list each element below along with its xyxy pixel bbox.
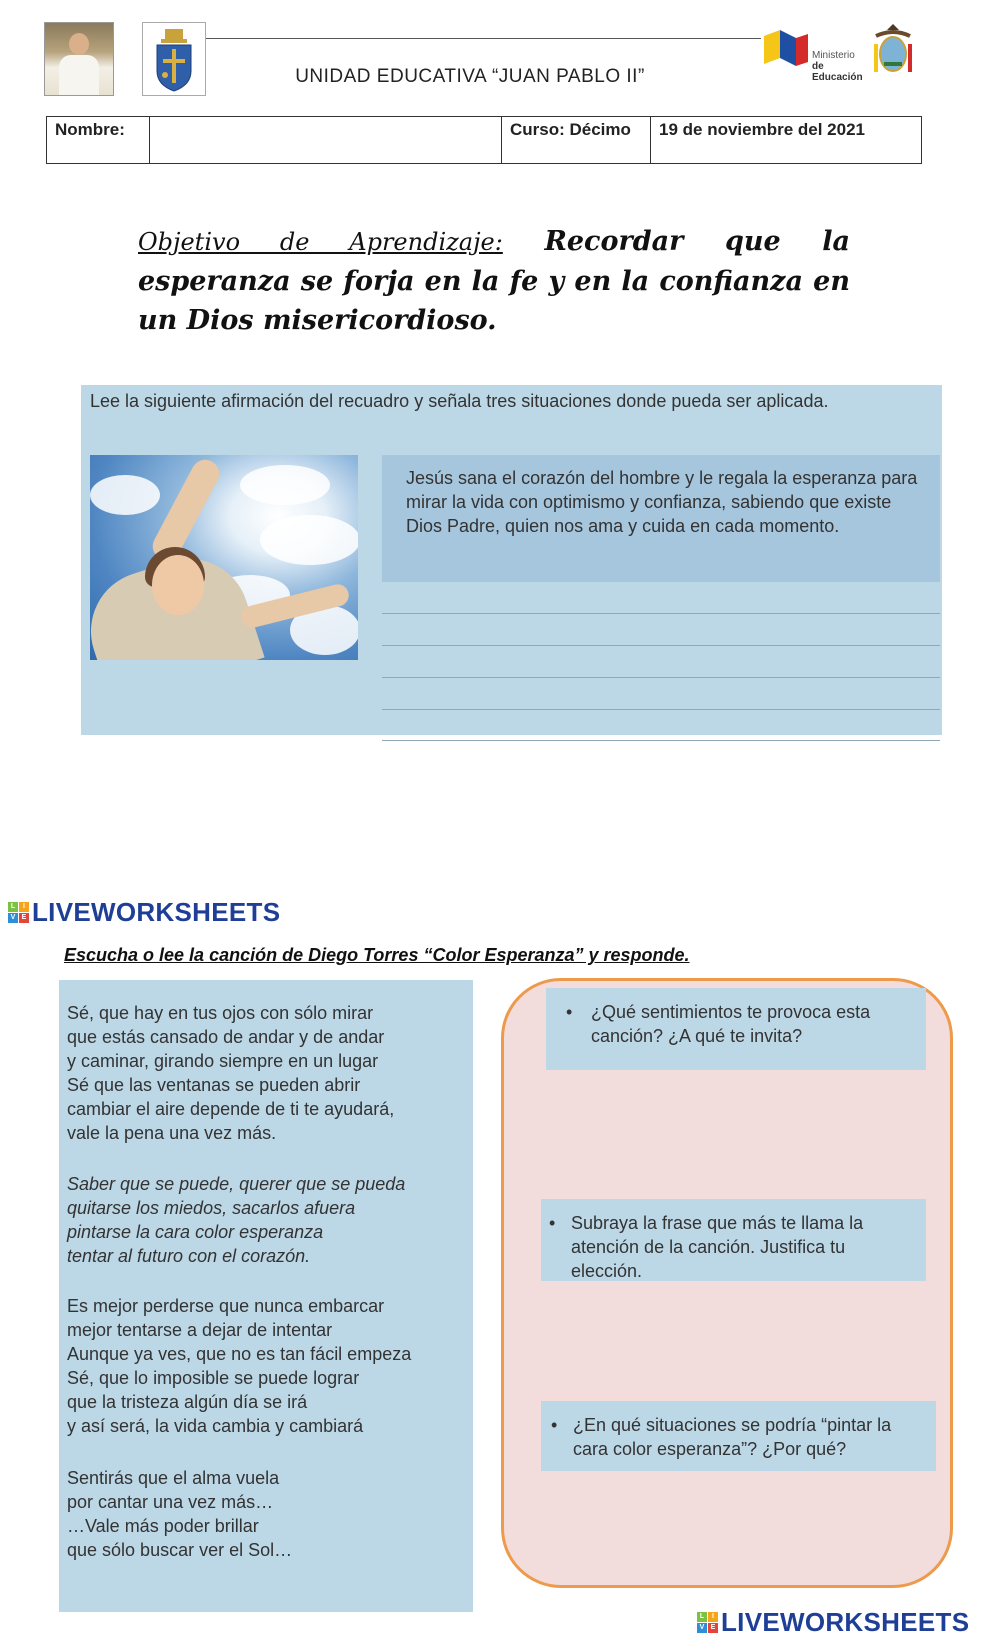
date-text: 19 de noviembre del 2021 xyxy=(659,120,865,139)
question-box-2 xyxy=(541,1199,926,1281)
answer-line-4[interactable] xyxy=(382,709,940,710)
lyric-line: Sentirás que el alma vuela xyxy=(67,1468,280,1488)
lyrics-stanza-2 xyxy=(67,1172,487,1268)
lyric-line: y así será, la vida cambia y cambiará xyxy=(67,1416,364,1436)
answer-line-5[interactable] xyxy=(382,740,940,741)
objective-text: Recordar que la esperanza se forja en la fe y en la confianza en un Dios misericordioso. xyxy=(138,226,850,336)
bullet-icon: • xyxy=(566,1002,573,1022)
lyric-line: Sé, que lo imposible se puede lograr xyxy=(67,1368,360,1388)
lyric-line: y caminar, girando siempre en un lugar xyxy=(67,1051,379,1071)
ministry-line1: Ministerio xyxy=(812,50,855,61)
lyric-line: mejor tentarse a dejar de intentar xyxy=(67,1320,333,1340)
school-title: UNIDAD EDUCATIVA “JUAN PABLO II” xyxy=(295,66,645,87)
header-divider xyxy=(206,38,761,39)
lyric-line: quitarse los miedos, sacarlos afuera xyxy=(67,1198,356,1218)
lyrics-stanza-1 xyxy=(67,1001,487,1145)
liveworksheets-logo xyxy=(8,897,280,928)
activity2-title: Escucha o lee la canción de Diego Torres “Color Esperanza” y responde. xyxy=(64,945,690,965)
question-3-text: ¿En qué situaciones se podría “pintar la cara color esperanza”? ¿Por qué? xyxy=(573,1415,892,1459)
name-field[interactable] xyxy=(150,117,502,163)
lyric-line: que sólo buscar ver el Sol… xyxy=(67,1540,293,1560)
lyrics-stanza-3 xyxy=(67,1294,487,1438)
student-info-table xyxy=(46,116,922,164)
objective-label: Objetivo de Aprendizaje: xyxy=(138,228,503,256)
lyric-line: que estás cansado de andar y de andar xyxy=(67,1027,385,1047)
question-box-3 xyxy=(541,1401,936,1471)
activity1-instruction: Lee la siguiente afirmación del recuadro y señala tres situaciones donde pueda ser aplicada. xyxy=(90,391,829,411)
lyric-line: …Vale más poder brillar xyxy=(67,1516,259,1536)
lyric-line: tentar al futuro con el corazón. xyxy=(67,1246,311,1266)
lyric-line: Aunque ya ves, que no es tan fácil empeza xyxy=(67,1344,412,1364)
lyric-line: que la tristeza algún día se irá xyxy=(67,1392,308,1412)
question-1-text: ¿Qué sentimientos te provoca esta canción? ¿A qué te invita? xyxy=(591,1002,871,1046)
answer-line-1[interactable] xyxy=(382,613,940,614)
lyrics-stanza-4 xyxy=(67,1466,487,1562)
lyric-line: Saber que se puede, querer que se pueda xyxy=(67,1174,406,1194)
bullet-icon: • xyxy=(549,1213,556,1233)
liveworksheets-logo-bottom xyxy=(697,1607,969,1638)
learning-objective xyxy=(138,222,850,340)
lyric-line: Es mejor perderse que nunca embarcar xyxy=(67,1296,385,1316)
lyric-line: por cantar una vez más… xyxy=(67,1492,274,1512)
answer-line-2[interactable] xyxy=(382,645,940,646)
lyric-line: Sé, que hay en tus ojos con sólo mirar xyxy=(67,1003,374,1023)
bullet-icon: • xyxy=(551,1415,558,1435)
lyric-line: cambiar el aire depende de ti te ayudará, xyxy=(67,1099,395,1119)
liveworksheets-text: LIVEWORKSHEETS xyxy=(721,1607,970,1637)
papal-crest-icon xyxy=(142,22,206,96)
lyric-line: pintarse la cara color esperanza xyxy=(67,1222,324,1242)
quote-text: Jesús sana el corazón del hombre y le regala la esperanza para mirar la vida con optimismo y confianza, sabiendo que existe Dios Padre, quien nos ama y cuida en cada momento. xyxy=(406,468,918,536)
liveworksheets-icon: L I V E xyxy=(697,1612,718,1633)
liveworksheets-text: LIVEWORKSHEETS xyxy=(32,897,281,927)
answer-line-3[interactable] xyxy=(382,677,940,678)
lyric-line: vale la pena una vez más. xyxy=(67,1123,277,1143)
hopeful-woman-photo xyxy=(90,455,358,660)
name-label: Nombre: xyxy=(47,117,150,163)
course-label: Curso: Décimo xyxy=(502,117,651,163)
liveworksheets-icon: L I V E xyxy=(8,902,29,923)
pope-photo xyxy=(44,22,114,96)
lyric-line: Sé que las ventanas se pueden abrir xyxy=(67,1075,361,1095)
ministry-logo xyxy=(760,24,870,83)
question-box-1 xyxy=(546,988,926,1070)
ecuador-shield-icon xyxy=(868,22,918,80)
ministry-line2: de Educación xyxy=(812,61,863,83)
question-2-text: Subraya la frase que más te llama la atención de la canción. Justifica tu elección. xyxy=(571,1213,864,1281)
